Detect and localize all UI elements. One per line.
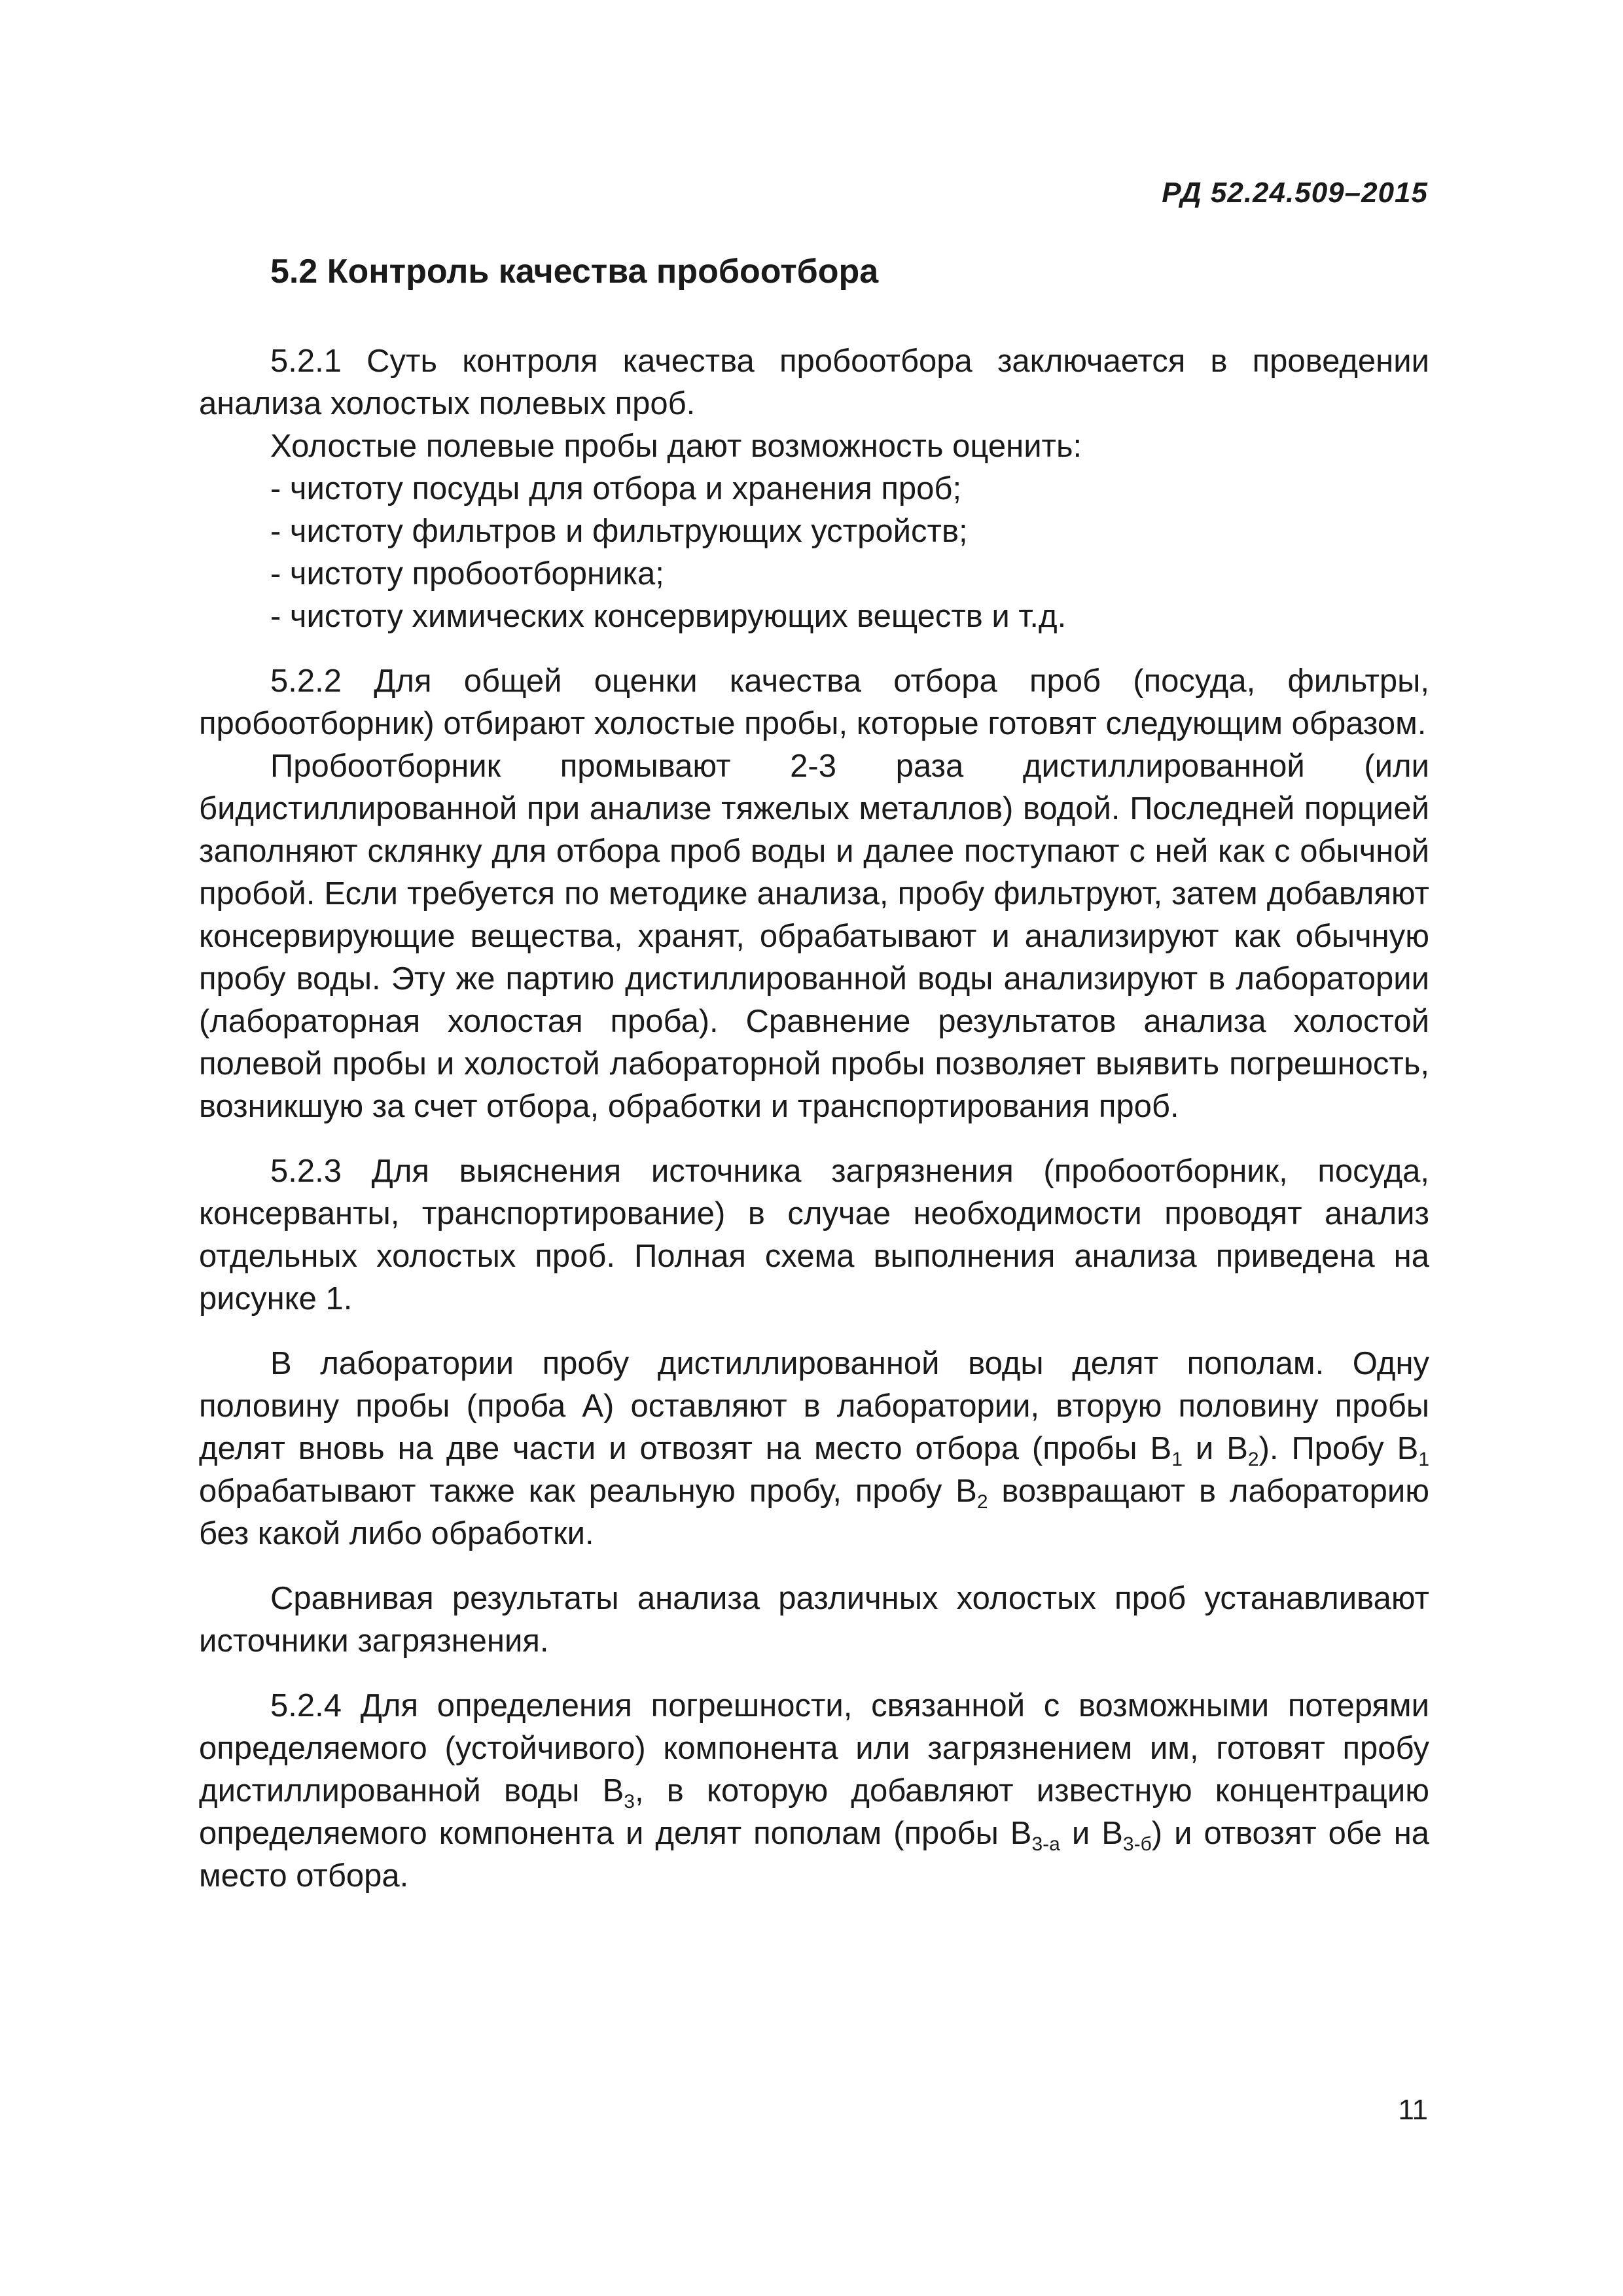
list-item: - чистоту химических консервирующих веществ и т.д. [270, 599, 1067, 634]
paragraph-blank-samples-intro: Холостые полевые пробы дают возможность оценить: [270, 429, 1082, 464]
paragraph-5-2-1: 5.2.1 Суть контроля качества пробоотбора заключается в проведении анализа холостых полевых проб. [199, 344, 1429, 421]
paragraph-lab-split: В лаборатории пробу дистиллированной воды делят пополам. Одну половину пробы (проба А) оставляют в лаборатории, вторую половину пробы делят вновь на две части и отвозят на место отбора (пробы $В_1$ и $В_2$). Пробу $В_1$ обрабатывают также как реальную пробу, пробу $В_2$ возвращают в лабораторию без какой либо обработки. [199, 1346, 1429, 1551]
document-code: РД 52.24.509–2015 [1162, 177, 1428, 209]
paragraph-5-2-4: 5.2.4 Для определения погрешности, связанной с возможными потерями определяемого (устойчивого) компонента или загрязнением им, готовят пробу дистиллированной воды $В_3$, в которую добавляют известную концентрацию определяемого компонента и делят пополам (пробы $В_{3-а}$ и $В_{3-б}$) и отвозят обе на место отбора. [199, 1688, 1430, 1894]
paragraph-5-2-3: 5.2.3 Для выяснения источника загрязнения (пробоотборник, посуда, консерванты, транспортирование) в случае необходимости проводят анализ отдельных холостых проб. Полная схема выполнения анализа приведена на рисунке 1. [199, 1154, 1429, 1316]
paragraph-sampler-rinse: Пробоотборник промывают 2-3 раза дистиллированной (или бидистиллированной при анализе тяжелых металлов) водой. Последней порцией заполняют склянку для отбора проб воды и далее поступают с ней как с обычной пробой. Если требуется по методике анализа, пробу фильтруют, затем добавляют консервирующие вещества, хранят, обрабатывают и анализируют как обычную пробу воды. Эту же партию дистиллированной воды анализируют в лаборатории (лабораторная холостая проба). Сравнение результатов анализа холостой полевой пробы и холостой лабораторной пробы позволяет выявить погрешность, возникшую за счет отбора, обработки и транспортирования проб. [199, 749, 1429, 1124]
page-number: 11 [1398, 2094, 1428, 2126]
page-content [199, 249, 1429, 1898]
paragraph-compare-results: Сравнивая результаты анализа различных холостых проб устанавливают источники загрязнения. [199, 1581, 1429, 1659]
paragraph-5-2-2: 5.2.2 Для общей оценки качества отбора проб (посуда, фильтры, пробоотборник) отбирают холостые пробы, которые готовят следующим образом. [199, 663, 1429, 741]
list-item: - чистоту посуды для отбора и хранения проб; [270, 471, 962, 506]
section-heading: 5.2 Контроль качества пробоотбора [270, 253, 879, 291]
list-item: - чистоту фильтров и фильтрующих устройств; [270, 514, 968, 549]
list-item: - чистоту пробоотборника; [270, 556, 664, 592]
